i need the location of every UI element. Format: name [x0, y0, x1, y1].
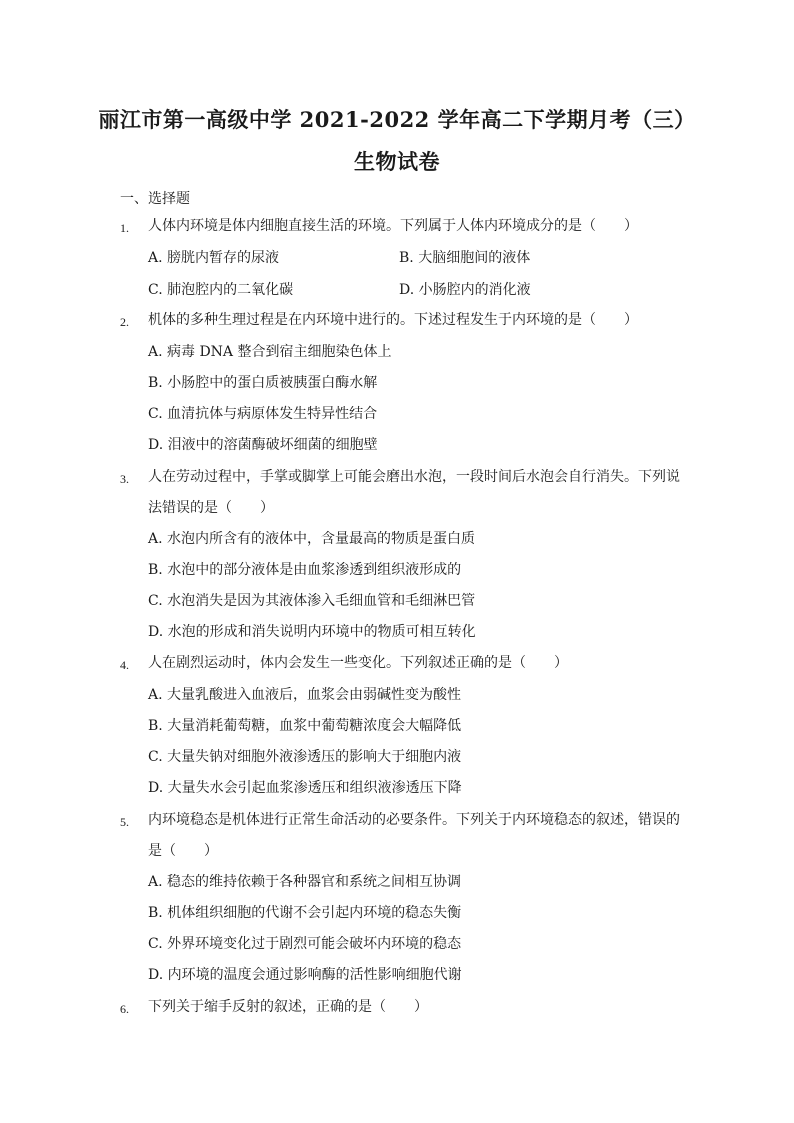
question-stem: 人在剧烈运动时，体内会发生一些变化。下列叙述正确的是（ ） — [148, 655, 568, 671]
question-option: D. 水泡的形成和消失说明内环境中的物质可相互转化 — [148, 624, 476, 640]
question-number: 4. — [120, 658, 129, 672]
question-option: C. 大量失钠对细胞外液渗透压的影响大于细胞内液 — [148, 749, 462, 765]
question-option: C. 水泡消失是因为其液体渗入毛细血管和毛细淋巴管 — [148, 593, 476, 609]
question-option: A. 水泡内所含有的液体中，含量最高的物质是蛋白质 — [148, 531, 476, 547]
question-number: 3. — [120, 472, 129, 486]
question-option: B. 大脑细胞间的液体 — [399, 250, 531, 266]
question-option: C. 血清抗体与病原体发生特异性结合 — [148, 406, 378, 422]
question-number: 1. — [120, 221, 129, 235]
question-option: D. 小肠腔内的消化液 — [399, 282, 531, 298]
question-stem: 机体的多种生理过程是在内环境中进行的。下述过程发生于内环境的是（ ） — [148, 312, 638, 328]
question-option: A. 稳态的维持依赖于各种器官和系统之间相互协调 — [148, 874, 462, 890]
question-stem: 法错误的是（ ） — [148, 500, 274, 516]
question-stem: 人在劳动过程中，手掌或脚掌上可能会磨出水泡，一段时间后水泡会自行消失。下列说 — [148, 469, 680, 485]
question-stem: 下列关于缩手反射的叙述，正确的是（ ） — [148, 999, 428, 1015]
question-number: 2. — [120, 315, 129, 329]
question-option: B. 机体组织细胞的代谢不会引起内环境的稳态失衡 — [148, 905, 462, 921]
question-option: A. 大量乳酸进入血液后，血浆会由弱碱性变为酸性 — [148, 687, 462, 703]
question-number: 6. — [120, 1002, 129, 1016]
exam-title-line-1: 丽江市第一高级中学 2021-2022 学年高二下学期月考（三） — [98, 107, 696, 132]
question-number: 5. — [120, 815, 129, 829]
question-option: A. 膀胱内暂存的尿液 — [148, 250, 280, 266]
question-stem: 是（ ） — [148, 843, 218, 859]
question-stem: 内环境稳态是机体进行正常生命活动的必要条件。下列关于内环境稳态的叙述，错误的 — [148, 812, 680, 828]
question-option: B. 大量消耗葡萄糖，血浆中葡萄糖浓度会大幅降低 — [148, 718, 462, 734]
question-option: A. 病毒 DNA 整合到宿主细胞染色体上 — [148, 344, 392, 360]
question-option: B. 小肠腔中的蛋白质被胰蛋白酶水解 — [148, 375, 378, 391]
question-option: D. 大量失水会引起血浆渗透压和组织液渗透压下降 — [148, 780, 462, 796]
question-stem: 人体内环境是体内细胞直接生活的环境。下列属于人体内环境成分的是（ ） — [148, 218, 638, 234]
question-option: B. 水泡中的部分液体是由血浆渗透到组织液形成的 — [148, 562, 462, 578]
section-heading: 一、选择题 — [120, 191, 190, 207]
question-option: C. 肺泡腔内的二氧化碳 — [148, 282, 294, 298]
question-option: C. 外界环境变化过于剧烈可能会破坏内环境的稳态 — [148, 936, 462, 952]
question-option: D. 内环境的温度会通过影响酶的活性影响细胞代谢 — [148, 967, 462, 983]
question-option: D. 泪液中的溶菌酶破坏细菌的细胞壁 — [148, 437, 378, 453]
exam-title-line-2: 生物试卷 — [354, 149, 440, 174]
